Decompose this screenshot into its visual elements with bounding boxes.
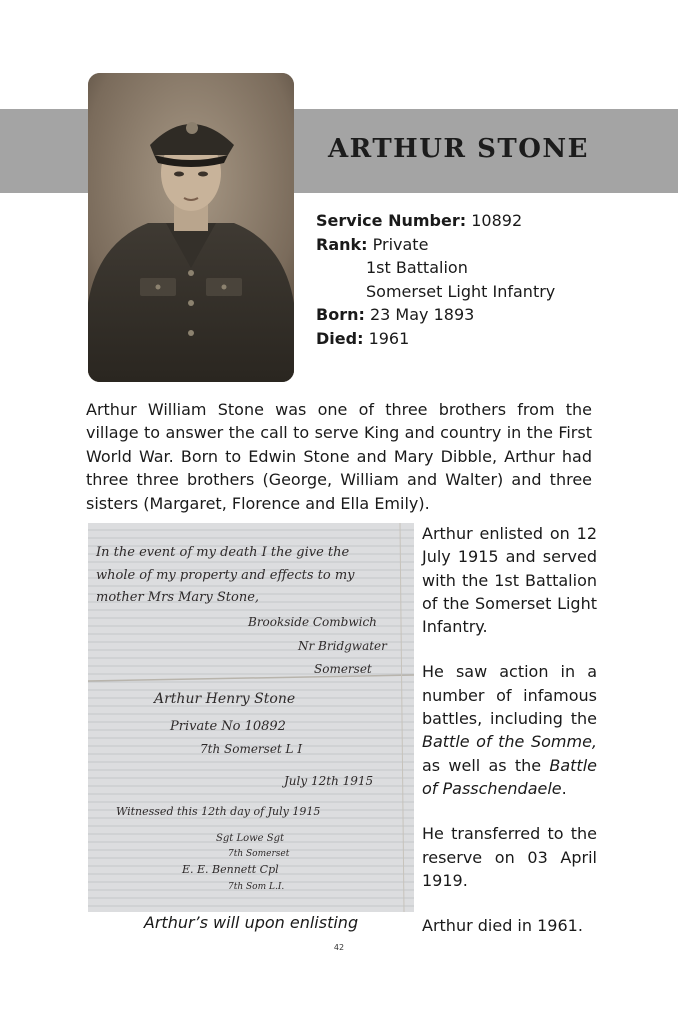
intro-paragraph: Arthur William Stone was one of three brothers from the village to answer the call to serve King and country in the First World War. Born to Edwin Stone and Mary Dibble, Arthur had three three brothers (George, William and Walter) and three sisters (Margaret, Florence and Ella Emily). — [86, 400, 592, 513]
will-line-13: 7th Somerset — [228, 849, 290, 859]
service-number-value: 10892 — [471, 211, 523, 230]
battles-text-e: . — [561, 778, 567, 798]
will-line-14: E. E. Bennett Cpl — [182, 863, 279, 876]
will-line-9: 7th Somerset L I — [200, 742, 303, 756]
unit-line-1: 1st Battalion — [366, 258, 468, 278]
portrait-photo — [88, 73, 294, 382]
story-paragraph-reserve: He transferred to the reserve on 03 April 1919. — [422, 824, 597, 890]
rank-row — [316, 233, 555, 257]
will-line-3: mother Mrs Mary Stone, — [96, 590, 260, 605]
page-number: 42 — [333, 943, 345, 952]
will-line-10: July 12th 1915 — [284, 774, 374, 788]
rank-label: Rank: — [316, 234, 368, 254]
battle-passchendaele: Battle of Passchendaele — [422, 755, 597, 798]
died-value: 1961 — [368, 328, 410, 348]
will-line-15: 7th Som L.I. — [228, 882, 285, 892]
story-paragraph-enlisted: Arthur enlisted on 12 July 1915 and served with the 1st Battalion of the Somerset Light Infantry. — [422, 524, 597, 637]
died-label: Died: — [316, 328, 364, 348]
will-line-5: Nr Bridgwater — [298, 639, 387, 653]
will-line-4: Brookside Combwich — [248, 615, 377, 629]
will-line-8: Private No 10892 — [170, 719, 286, 734]
will-caption: Arthur’s will upon enlisting — [143, 913, 359, 932]
battles-text-a: He saw action in a number of infamous battles, including the — [422, 662, 597, 729]
battle-somme: Battle of the Somme, — [422, 732, 597, 752]
unit-line-2: Somerset Light Infantry — [366, 281, 556, 301]
will-line-11: Witnessed this 12th day of July 1915 — [116, 805, 321, 818]
will-document-photo — [88, 523, 414, 912]
battles-text-c: as well as the — [422, 755, 550, 775]
died-row — [316, 327, 555, 351]
story-column — [422, 522, 597, 937]
will-line-2: whole of my property and effects to my — [96, 568, 355, 583]
will-line-1: In the event of my death I the give the — [96, 545, 350, 560]
service-info — [316, 209, 555, 351]
will-line-7: Arthur Henry Stone — [154, 691, 296, 707]
born-label: Born: — [316, 305, 365, 325]
born-row — [316, 303, 555, 327]
rank-value: Private — [372, 234, 429, 254]
will-line-12: Sgt Lowe Sgt — [216, 833, 285, 844]
story-paragraph-died: Arthur died in 1961. — [422, 916, 583, 936]
born-value: 23 May 1893 — [369, 305, 475, 325]
will-line-6: Somerset — [314, 662, 372, 676]
service-number-row — [316, 209, 555, 233]
story-paragraph-battles — [422, 660, 597, 800]
service-number-label: Service Number: — [316, 211, 467, 230]
page-title: ARTHUR STONE — [328, 134, 589, 164]
